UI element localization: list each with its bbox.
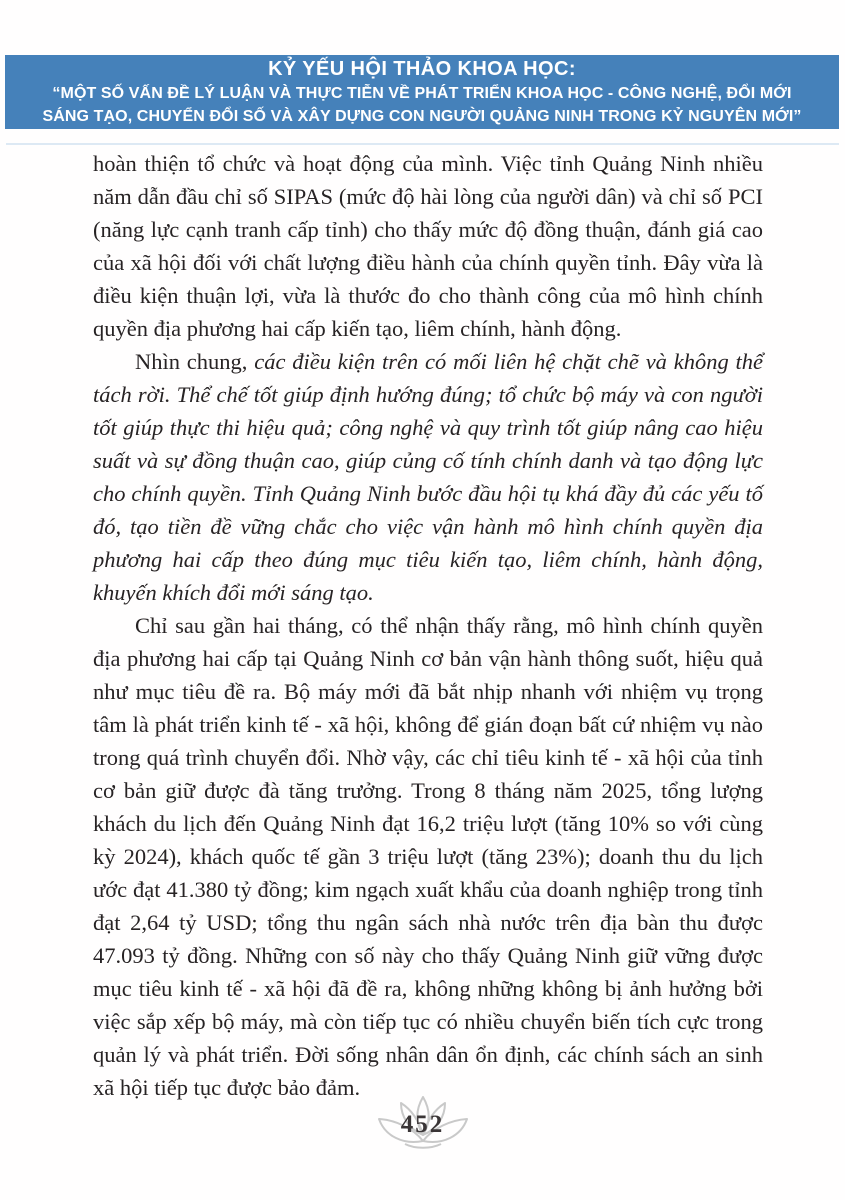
page-number-ornament: [375, 1094, 471, 1156]
paragraph-2-italic-text: các điều kiện trên có mối liên hệ chặt chẽ và không thể tách rời. Thể chế tốt giúp định hướng đúng; tổ chức bộ máy và con người tốt giúp thực thi hiệu quả; công nghệ và quy trình tốt giúp nâng cao hiệu suất và sự đồng thuận cao, giúp củng cố tính chính danh và tạo động lực cho chính quyền. Tỉnh Quảng Ninh bước đầu hội tụ khá đầy đủ các yếu tố đó, tạo tiền đề vững chắc cho việc vận hành mô hình chính quyền địa phương hai cấp theo đúng mục tiêu kiến tạo, liêm chính, hành động, khuyến khích đổi mới sáng tạo.: [93, 349, 763, 605]
paragraph-continuation: [93, 147, 763, 345]
paragraph-3-text: Chỉ sau gần hai tháng, có thể nhận thấy rằng, mô hình chính quyền địa phương hai cấp tại Quảng Ninh cơ bản vận hành thông suốt, hiệu quả như mục tiêu đề ra. Bộ máy mới đã bắt nhịp nhanh với nhiệm vụ trọng tâm là phát triển kinh tế - xã hội, không để gián đoạn bất cứ nhiệm vụ nào trong quá trình chuyển đổi. Nhờ vậy, các chỉ tiêu kinh tế - xã hội của tỉnh cơ bản giữ được đà tăng trưởng. Trong 8 tháng năm 2025, tổng lượng khách du lịch đến Quảng Ninh đạt 16,2 triệu lượt (tăng 10% so với cùng kỳ 2024), khách quốc tế gần 3 triệu lượt (tăng 23%); doanh thu du lịch ước đạt 41.380 tỷ đồng; kim ngạch xuất khẩu của doanh nghiệp trong tỉnh đạt 2,64 tỷ USD; tổng thu ngân sách nhà nước trên địa bàn thu được 47.093 tỷ đồng. Những con số này cho thấy Quảng Ninh giữ vững được mục tiêu kinh tế - xã hội đã đề ra, không những không bị ảnh hưởng bởi việc sắp xếp bộ máy, mà còn tiếp tục có nhiều chuyển biến tích cực trong quản lý và phát triển. Đời sống nhân dân ổn định, các chính sách an sinh xã hội tiếp tục được bảo đảm.: [93, 613, 763, 1100]
banner-divider-rule: [6, 143, 839, 145]
article-body: [93, 147, 763, 1104]
conference-subtitle-line1: “MỘT SỐ VẤN ĐỀ LÝ LUẬN VÀ THỰC TIỄN VỀ PHÁT TRIỂN KHOA HỌC - CÔNG NGHỆ, ĐỔI MỚI: [52, 85, 792, 102]
page-footer: [0, 1094, 845, 1156]
paragraph-1-text: hoàn thiện tổ chức và hoạt động của mình. Việc tỉnh Quảng Ninh nhiều năm dẫn đầu chỉ số SIPAS (mức độ hài lòng của người dân) và chỉ số PCI (năng lực cạnh tranh cấp tỉnh) cho thấy mức độ đồng thuận, đánh giá cao của xã hội đối với chất lượng điều hành của chính quyền tỉnh. Đây vừa là điều kiện thuận lợi, vừa là thước đo cho thành công của mô hình chính quyền địa phương hai cấp kiến tạo, liêm chính, hành động.: [93, 151, 763, 341]
page-number: 452: [400, 1111, 445, 1138]
paragraph-2-lead-text: Nhìn chung,: [135, 349, 255, 374]
paragraph-results: [93, 609, 763, 1104]
conference-subtitle-line2: SÁNG TẠO, CHUYỂN ĐỔI SỐ VÀ XÂY DỰNG CON NGƯỜI QUẢNG NINH TRONG KỶ NGUYÊN MỚI”: [42, 108, 802, 125]
conference-title: KỶ YẾU HỘI THẢO KHOA HỌC:: [268, 58, 576, 80]
conference-header-banner: [5, 55, 839, 129]
paragraph-summary: [93, 345, 763, 609]
